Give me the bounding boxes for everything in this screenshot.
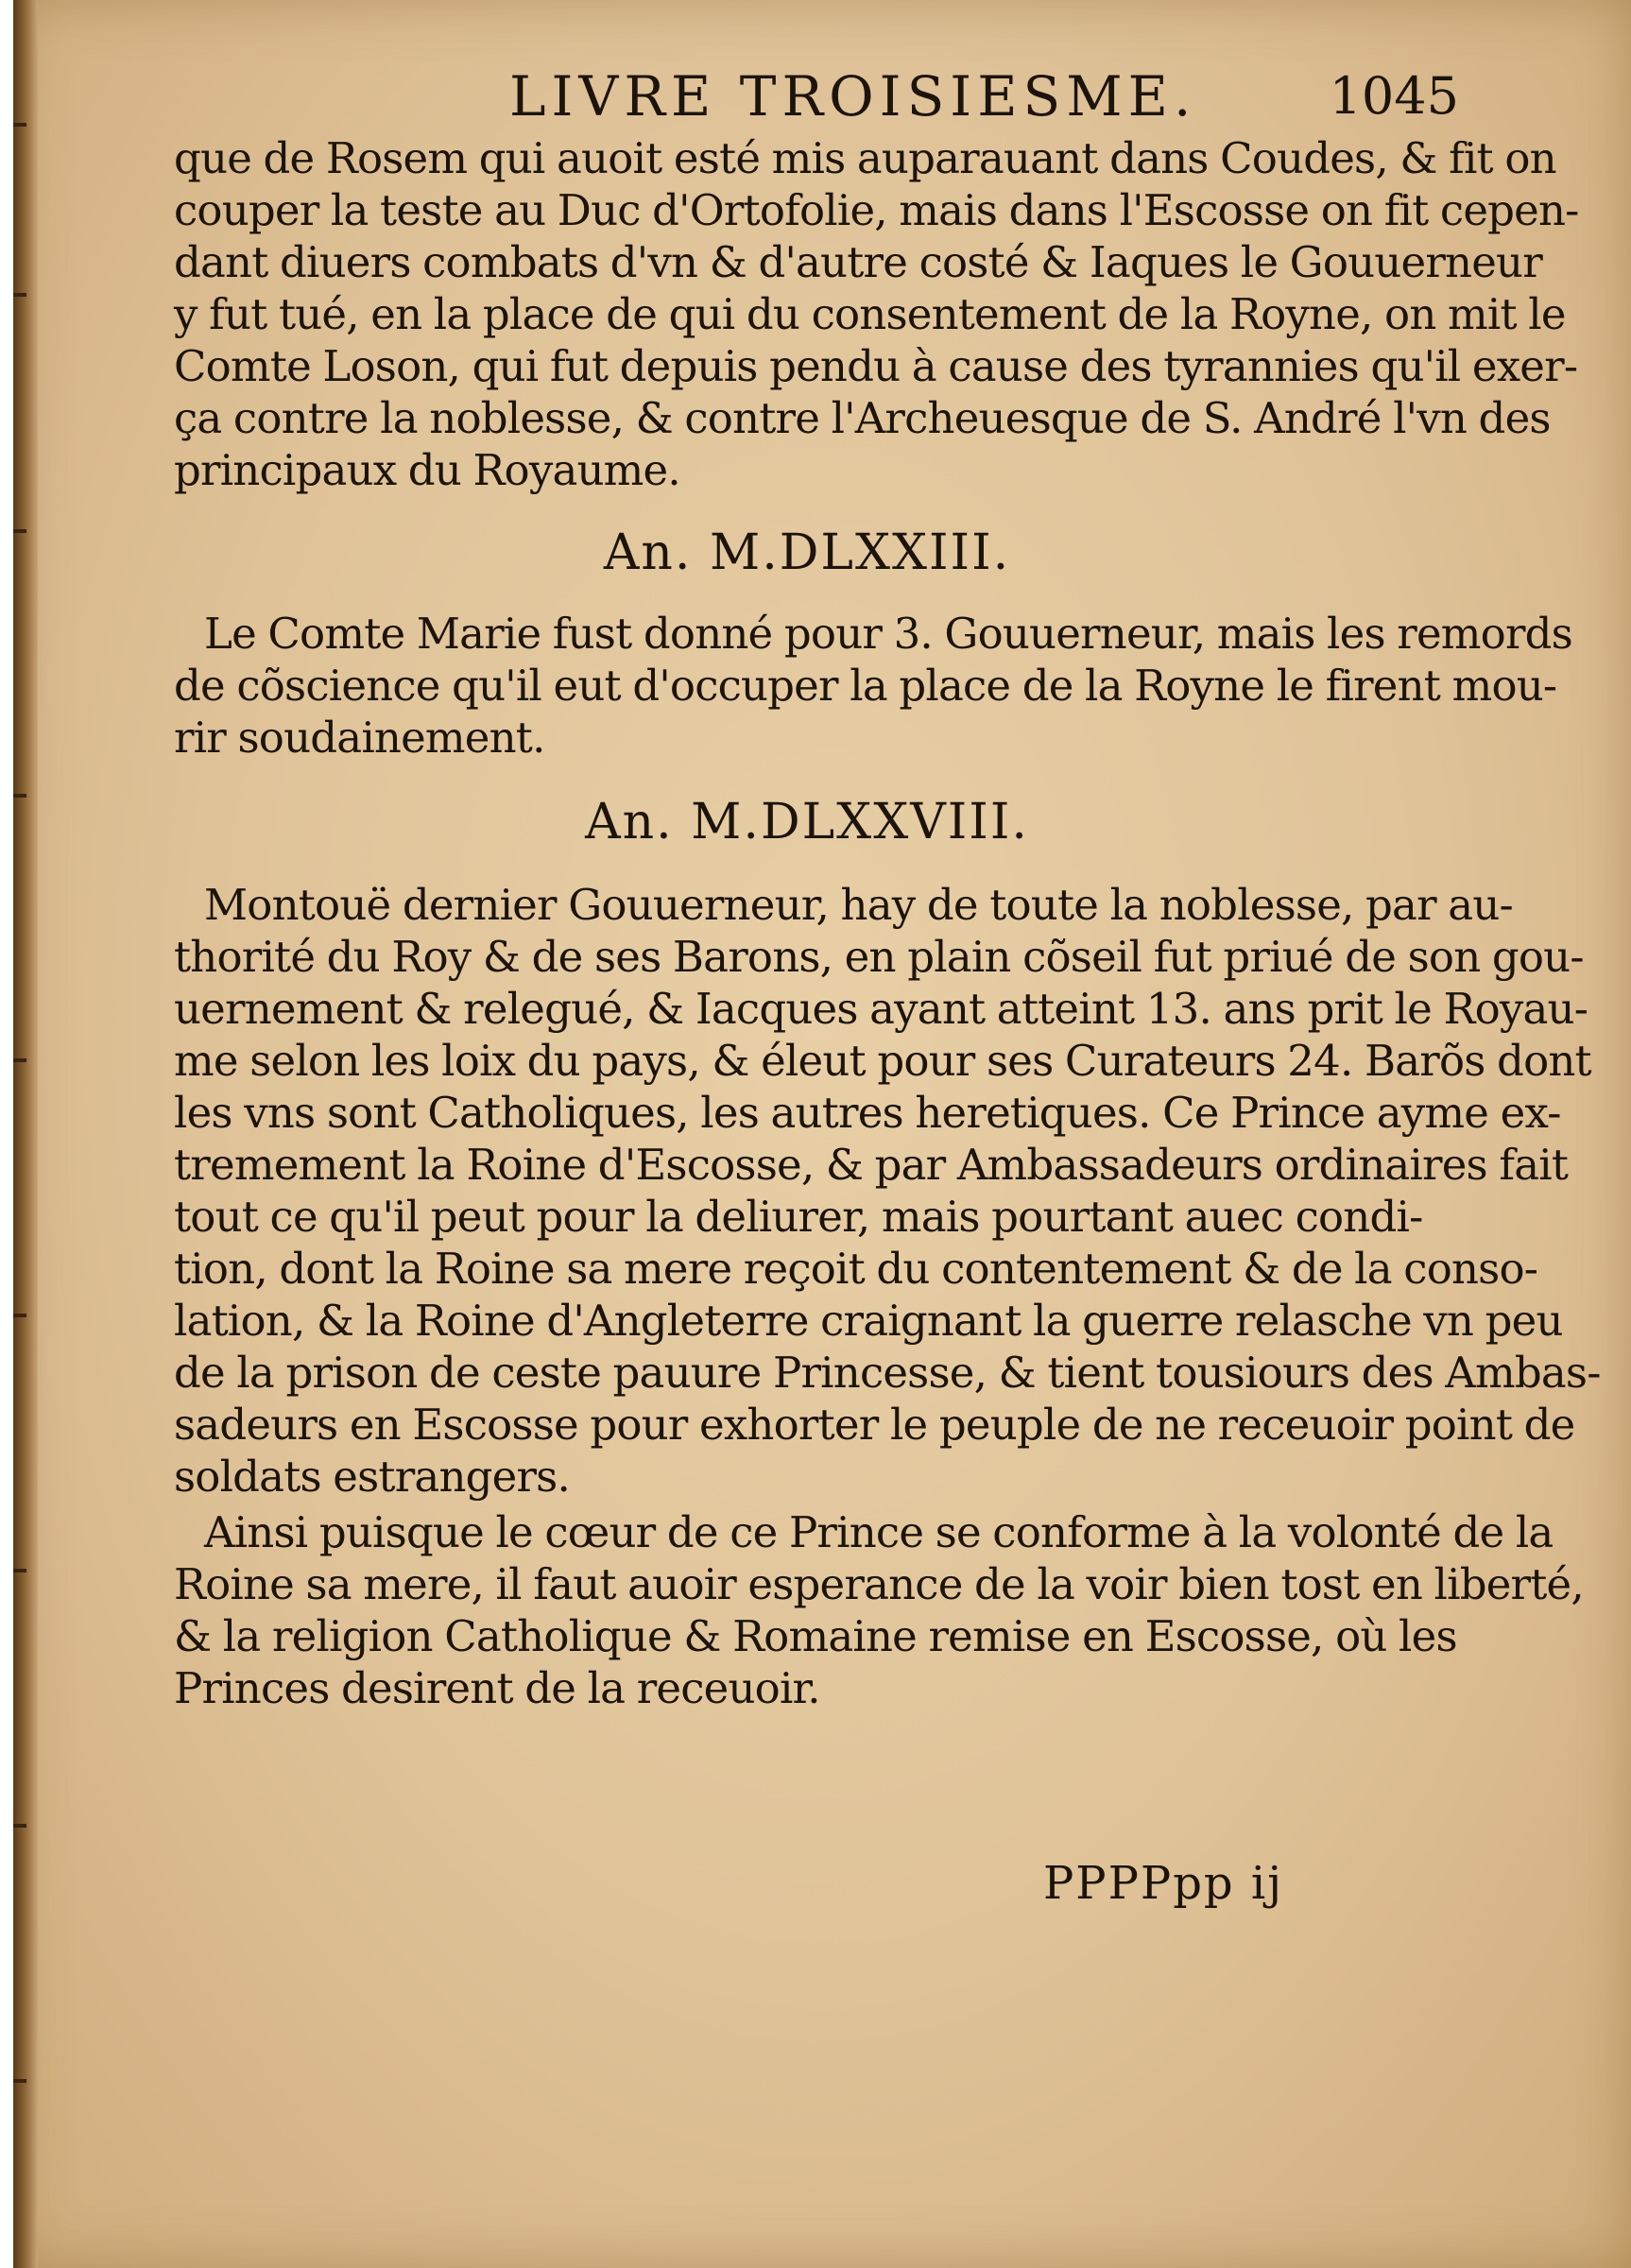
- paragraph-continuation: [174, 132, 1579, 496]
- binding-mark: [13, 1058, 26, 1062]
- text-line: uernement & relegué, & Iacques ayant atteint 13. ans prit le Royau-: [174, 984, 1588, 1034]
- binding-mark: [13, 794, 26, 798]
- page-header: [174, 57, 1459, 132]
- paragraph-comte-marie: [174, 608, 1572, 764]
- book-page: [13, 0, 1631, 2268]
- binding-mark: [13, 1824, 26, 1828]
- text-line: principaux du Royaume.: [174, 445, 680, 495]
- binding-mark: [13, 293, 26, 297]
- text-line: couper la teste au Duc d'Ortofolie, mais dans l'Escosse on fit cepen-: [174, 185, 1579, 235]
- paragraph-montoue: [174, 879, 1601, 1503]
- text-line: Le Comte Marie fust donné pour 3. Gouuerneur, mais les remords: [204, 609, 1572, 659]
- year-heading-1578: An. M.DLXXVIII.: [585, 794, 1029, 850]
- binding-mark: [13, 123, 26, 127]
- text-line: me selon les loix du pays, & éleut pour ses Curateurs 24. Barõs dont: [174, 1036, 1591, 1086]
- text-line: Comte Loson, qui fut depuis pendu à cause des tyrannies qu'il exer-: [174, 341, 1578, 391]
- text-line: ça contre la noblesse, & contre l'Archeuesque de S. André l'vn des: [174, 393, 1551, 443]
- text-line: dant diuers combats d'vn & d'autre costé & Iaques le Gouuerneur: [174, 237, 1542, 287]
- binding-mark: [13, 2079, 26, 2083]
- text-line: de la prison de ceste pauure Princesse, & tient tousiours des Ambas-: [174, 1348, 1601, 1398]
- signature-mark: PPPPpp ij: [1043, 1857, 1284, 1910]
- year-heading-1573: An. M.DLXXIII.: [603, 524, 1011, 581]
- page-text-block: [174, 57, 1601, 1910]
- text-line: lation, & la Roine d'Angleterre craignant la guerre relasche vn peu: [174, 1296, 1563, 1346]
- page-number: 1045: [1329, 66, 1459, 126]
- text-line: que de Rosem qui auoit esté mis auparauant dans Coudes, & fit on: [174, 133, 1556, 183]
- text-line: Ainsi puisque le cœur de ce Prince se conforme à la volonté de la: [204, 1507, 1554, 1557]
- text-line: y fut tué, en la place de qui du consentement de la Royne, on mit le: [174, 289, 1566, 339]
- binding-mark: [13, 1569, 26, 1572]
- text-line: sadeurs en Escosse pour exhorter le peuple de ne receuoir point de: [174, 1400, 1575, 1450]
- running-head: LIVRE TROISIESME.: [509, 64, 1197, 129]
- binding-mark: [13, 529, 26, 533]
- paragraph-ainsi: [174, 1506, 1584, 1714]
- text-line: Roine sa mere, il faut auoir esperance de la voir bien tost en liberté,: [174, 1559, 1584, 1609]
- book-spine-edge: [13, 0, 38, 2268]
- text-line: tout ce qu'il peut pour la deliurer, mais pourtant auec condi-: [174, 1192, 1423, 1242]
- text-line: thorité du Roy & de ses Barons, en plain cõseil fut priué de son gou-: [174, 932, 1584, 982]
- text-line: de cõscience qu'il eut d'occuper la place de la Royne le firent mou-: [174, 661, 1557, 711]
- text-line: soldats estrangers.: [174, 1452, 570, 1502]
- text-line: Princes desirent de la receuoir.: [174, 1663, 820, 1713]
- text-line: Montouë dernier Gouuerneur, hay de toute la noblesse, par au-: [204, 880, 1513, 930]
- text-line: tremement la Roine d'Escosse, & par Ambassadeurs ordinaires fait: [174, 1140, 1569, 1190]
- text-line: & la religion Catholique & Romaine remise en Escosse, où les: [174, 1611, 1457, 1661]
- text-line: les vns sont Catholiques, les autres heretiques. Ce Prince ayme ex-: [174, 1088, 1561, 1138]
- text-line: rir soudainement.: [174, 713, 545, 763]
- binding-mark: [13, 1314, 26, 1317]
- text-line: tion, dont la Roine sa mere reçoit du contentement & de la conso-: [174, 1244, 1538, 1294]
